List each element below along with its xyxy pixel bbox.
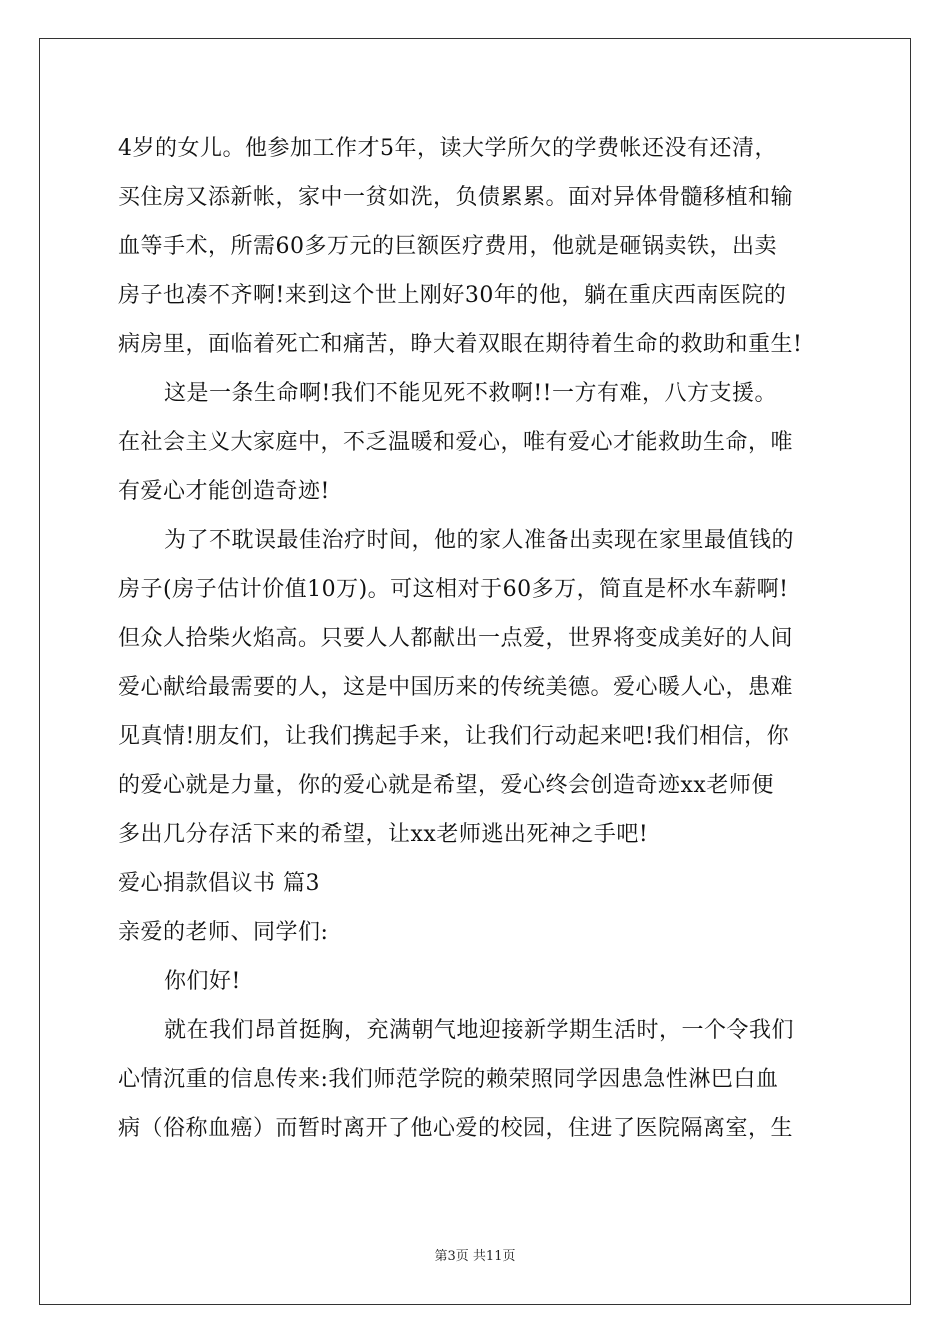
text-line: 的爱心就是力量，你的爱心就是希望，爱心终会创造奇迹xx老师便 [118, 773, 774, 798]
text-line: 4岁的女儿。他参加工作才5年，读大学所欠的学费帐还没有还清， [118, 136, 777, 161]
text-line: 病（俗称血癌）而暂时离开了他心爱的校园，住进了医院隔离室，生 [118, 1116, 794, 1141]
text-line: 房子也凑不齐啊!来到这个世上刚好30年的他，躺在重庆西南医院的 [118, 283, 787, 308]
text-line: 见真情!朋友们，让我们携起手来，让我们行动起来吧!我们相信，你 [118, 724, 790, 749]
text-line: 有爱心才能创造奇迹! [118, 479, 330, 504]
text-line: 买住房又添新帐，家中一贫如洗，负债累累。面对异体骨髓移植和输 [118, 185, 794, 210]
paragraph-3 [118, 516, 838, 859]
section-title: 爱心捐款倡议书 篇3 [118, 871, 320, 896]
text-line: 这是一条生命啊!我们不能见死不救啊!!一方有难，八方支援。 [164, 381, 778, 406]
salutation: 亲爱的老师、同学们: [118, 920, 329, 945]
text-line: 在社会主义大家庭中，不乏温暖和爱心，唯有爱心才能救助生命，唯 [118, 430, 794, 455]
page-number-footer: 第3页 共11页 [434, 1249, 516, 1264]
text-line: 为了不耽误最佳治疗时间，他的家人准备出卖现在家里最值钱的 [164, 528, 795, 553]
greeting: 你们好! [164, 969, 241, 994]
paragraph-1 [118, 124, 838, 369]
text-line: 心情沉重的信息传来:我们师范学院的赖荣照同学因患急性淋巴白血 [118, 1067, 779, 1092]
text-line: 但众人拾柴火焰高。只要人人都献出一点爱，世界将变成美好的人间 [118, 626, 794, 651]
paragraph-4 [118, 1006, 838, 1153]
text-line: 病房里，面临着死亡和痛苦，睁大着双眼在期待着生命的救助和重生! [118, 332, 803, 357]
text-line: 就在我们昂首挺胸，充满朝气地迎接新学期生活时，一个令我们 [164, 1018, 795, 1043]
paragraph-2 [118, 369, 838, 516]
text-line: 爱心献给最需要的人，这是中国历来的传统美德。爱心暖人心，患难 [118, 675, 794, 700]
text-line: 房子(房子估计价值10万)。可这相对于60多万，简直是杯水车薪啊! [118, 577, 789, 602]
document-body [118, 124, 838, 1153]
text-line: 血等手术，所需60多万元的巨额医疗费用，他就是砸锅卖铁，出卖 [118, 234, 777, 259]
text-line: 多出几分存活下来的希望，让xx老师逃出死神之手吧! [118, 822, 649, 847]
